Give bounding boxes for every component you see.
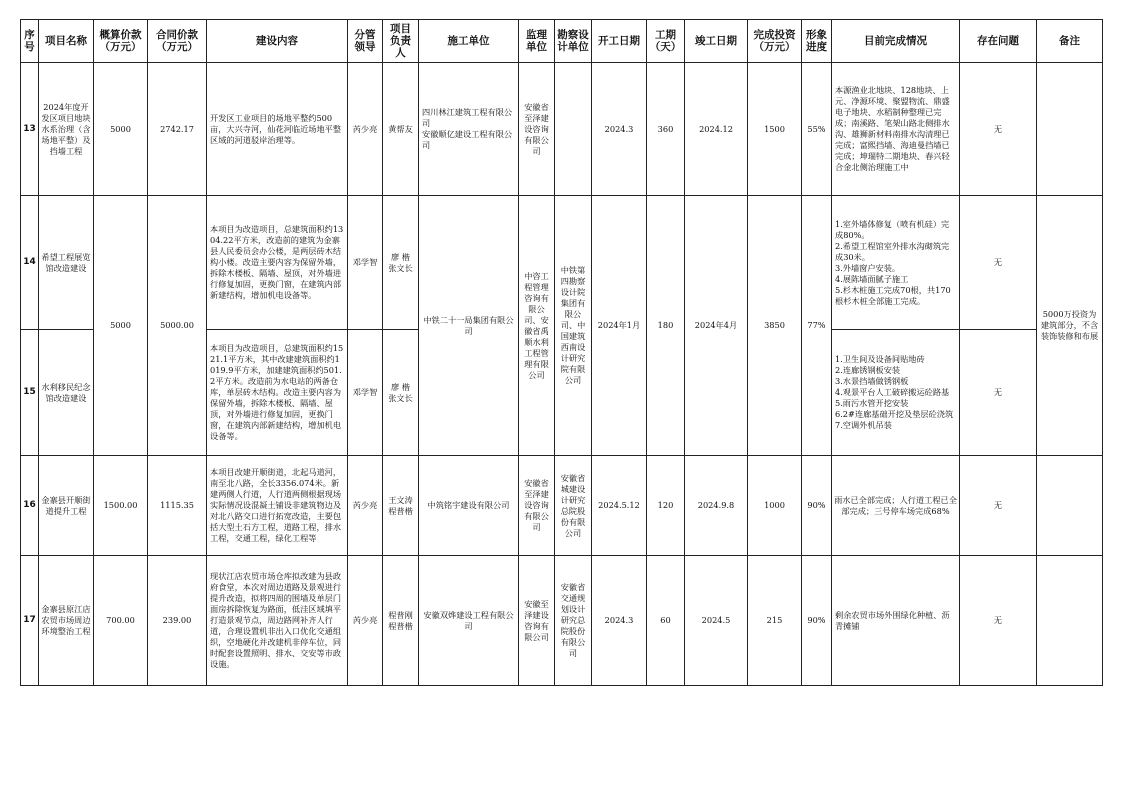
issues-cell: 无 [960, 456, 1037, 556]
header-seq: 序号 [21, 20, 39, 63]
project-name-cell: 2024年度开发区项目地块水系治理（含场地平整）及挡墙工程 [39, 63, 94, 196]
progress-cell: 90% [802, 456, 832, 556]
finish-cell: 2024.5 [685, 556, 748, 686]
finish-cell: 2024.12 [685, 63, 748, 196]
project-name-cell: 水利移民纪念馆改造建设 [39, 330, 94, 456]
header-start: 开工日期 [592, 20, 647, 63]
seq-cell: 14 [21, 196, 39, 330]
issues-cell: 无 [960, 330, 1037, 456]
header-budget: 概算价款（万元） [94, 20, 148, 63]
start-cell: 2024.3 [592, 556, 647, 686]
leader-cell: 芮少亮 [348, 63, 383, 196]
progress-cell: 90% [802, 556, 832, 686]
seq-cell: 13 [21, 63, 39, 196]
manager-cell: 廖 楷 张文长 [383, 330, 419, 456]
seq-cell: 15 [21, 330, 39, 456]
progress-cell: 77% [802, 196, 832, 456]
project-progress-table [20, 19, 1103, 686]
project-name-cell: 金寨县开顺街道提升工程 [39, 456, 94, 556]
content-cell: 本项目改建开顺街道，北起马道河，南至北八路，全长3356.074米。新建两侧人行道，人行道两侧根据现场实际情况设混凝土铺设非建筑物边及对北八路交口进行拓宽改造，主要包括大型土石方工程，道路工程，排水工程，交通工程，绿化工程等 [207, 456, 348, 556]
budget-cell: 700.00 [94, 556, 148, 686]
issues-cell: 无 [960, 63, 1037, 196]
table-row [21, 63, 1103, 196]
builder-cell: 四川林江建筑工程有限公司 安徽顺亿建设工程有限公司 [419, 63, 519, 196]
manager-cell: 王文涛 程普楷 [383, 456, 419, 556]
seq-cell: 16 [21, 456, 39, 556]
header-manager: 项目负责人 [383, 20, 419, 63]
builder-cell: 安徽双烨建设工程有限公司 [419, 556, 519, 686]
table-row [21, 456, 1103, 556]
table-row [21, 556, 1103, 686]
status-cell: 本源渔业北地块、128地块、上元、净源环境、聚盟物流、鼎盛电子地块、水稻制种整理已完成；南溪路、笔架山路北侧排水沟、雄狮新材料南排水沟清理已完成；富熙挡墙、海迪曼挡墙已完成；坤瑞特二期地块、春兴轻合金北侧治理施工中 [832, 63, 960, 196]
contract-cell: 5000.00 [148, 196, 207, 456]
contract-cell: 2742.17 [148, 63, 207, 196]
issues-cell: 无 [960, 196, 1037, 330]
builder-cell: 中筑铭宇建设有限公司 [419, 456, 519, 556]
duration-cell: 180 [647, 196, 685, 456]
status-cell: 1.室外墙体修复（喷有机硅）完成80%。 2.希望工程馆室外排水沟砌筑完成30米。 3.外墙窗户安装。 4.展陈墙面腻子施工 5.杉木桩施工完成70根，共170根杉木桩全部施工完成。 [832, 196, 960, 330]
budget-cell: 1500.00 [94, 456, 148, 556]
status-cell: 剩余农贸市场外围绿化种植、沥青摊铺 [832, 556, 960, 686]
start-cell: 2024年1月 [592, 196, 647, 456]
header-finish: 竣工日期 [685, 20, 748, 63]
project-name-cell: 金寨县原江店农贸市场周边环境整治工程 [39, 556, 94, 686]
budget-cell: 5000 [94, 63, 148, 196]
budget-cell: 5000 [94, 196, 148, 456]
issues-cell: 无 [960, 556, 1037, 686]
header-duration: 工期（天） [647, 20, 685, 63]
contract-cell: 1115.35 [148, 456, 207, 556]
header-designer: 勘察设计单位 [555, 20, 592, 63]
contract-cell: 239.00 [148, 556, 207, 686]
header-issues: 存在问题 [960, 20, 1037, 63]
manager-cell: 黄帮友 [383, 63, 419, 196]
header-row [21, 20, 1103, 63]
leader-cell: 芮少亮 [348, 556, 383, 686]
status-cell: 1.卫生间及设备间贴地砖 2.连廊锈钢板安装 3.水景挡墙做锈钢板 4.观景平台人工破碎搬运砼路基 5.雨污水管开挖安装 6.2#连廊基础开挖及垫层砼浇筑 7.空调外机吊装 [832, 330, 960, 456]
remark-cell: 5000万投资为建筑部分，不含装饰装修和布展 [1037, 196, 1103, 456]
remark-cell [1037, 456, 1103, 556]
designer-cell: 安徽省交通规划设计研究总院股份有限公司 [555, 556, 592, 686]
supervisor-cell: 安徽省至泽建设咨询有限公司 [519, 456, 555, 556]
start-cell: 2024.3 [592, 63, 647, 196]
content-cell: 开发区工业项目的场地平整约500亩，大兴寺河，仙花河临近场地平整区域的河道驳岸治理等。 [207, 63, 348, 196]
header-invest: 完成投资（万元） [748, 20, 802, 63]
header-status: 目前完成情况 [832, 20, 960, 63]
invest-cell: 1000 [748, 456, 802, 556]
duration-cell: 120 [647, 456, 685, 556]
table-row [21, 196, 1103, 330]
duration-cell: 360 [647, 63, 685, 196]
content-cell: 本项目为改造项目，总建筑面积约1304.22平方米，改造前的建筑为金寨县人民委员会办公楼，是两层砖木结构小楼。改造主要内容为保留外墙，拆除木楼板、隔墙、屋顶，对外墙进行修复加固，更换门窗，在建筑内部新建结构，增加机电设备等。 [207, 196, 348, 330]
supervisor-cell: 安徽至泽建设咨询有限公司 [519, 556, 555, 686]
header-remark: 备注 [1037, 20, 1103, 63]
designer-cell [555, 63, 592, 196]
content-cell: 现状江店农贸市场仓库拟改建为县政府食堂，本次对周边道路及景观进行提升改造，拟将四周的围墙及单层门面房拆除恢复为路面，低洼区域填平打造景观节点，周边路网补齐人行道，合理设置机非出入口优化交通组织，空地硬化并改建机非停车位，同时配套设置照明、排水、交安等市政设施。 [207, 556, 348, 686]
manager-cell: 程普刚 程普楷 [383, 556, 419, 686]
remark-cell [1037, 63, 1103, 196]
finish-cell: 2024.9.8 [685, 456, 748, 556]
header-contract: 合同价款（万元） [148, 20, 207, 63]
designer-cell: 中铁第四勘察设计院集团有限公司、中国建筑西南设计研究院有限公司 [555, 196, 592, 456]
header-name: 项目名称 [39, 20, 94, 63]
designer-cell: 安徽省城建设计研究总院股份有限公司 [555, 456, 592, 556]
start-cell: 2024.5.12 [592, 456, 647, 556]
project-name-cell: 希望工程展览馆改造建设 [39, 196, 94, 330]
header-progress: 形象进度 [802, 20, 832, 63]
supervisor-cell: 中咨工程管理咨询有限公司、安徽省禹顺水利工程管理有限公司 [519, 196, 555, 456]
invest-cell: 215 [748, 556, 802, 686]
finish-cell: 2024年4月 [685, 196, 748, 456]
manager-cell: 廖 楷 张文长 [383, 196, 419, 330]
duration-cell: 60 [647, 556, 685, 686]
status-cell: 雨水已全部完成；人行道工程已全部完成；三号停车场完成68% [832, 456, 960, 556]
remark-cell [1037, 556, 1103, 686]
seq-cell: 17 [21, 556, 39, 686]
builder-cell: 中铁二十一局集团有限公司 [419, 196, 519, 456]
leader-cell: 邓学智 [348, 330, 383, 456]
leader-cell: 邓学智 [348, 196, 383, 330]
leader-cell: 芮少亮 [348, 456, 383, 556]
header-content: 建设内容 [207, 20, 348, 63]
content-cell: 本项目为改造项目，总建筑面积约1521.1平方米，其中改建建筑面积约1019.9平方米，加建建筑面积约501.2平方米。改造前为水电站的两备仓库，单层砖木结构。改造主要内容为保留外墙，拆除木楼板、隔墙、屋顶，对外墙进行修复加固，更换门窗，在建筑内部新建结构，增加机电设备等。 [207, 330, 348, 456]
invest-cell: 1500 [748, 63, 802, 196]
invest-cell: 3850 [748, 196, 802, 456]
header-supervisor: 监理单位 [519, 20, 555, 63]
progress-cell: 55% [802, 63, 832, 196]
header-leader: 分管领导 [348, 20, 383, 63]
supervisor-cell: 安徽省至泽建设咨询有限公司 [519, 63, 555, 196]
header-builder: 施工单位 [419, 20, 519, 63]
